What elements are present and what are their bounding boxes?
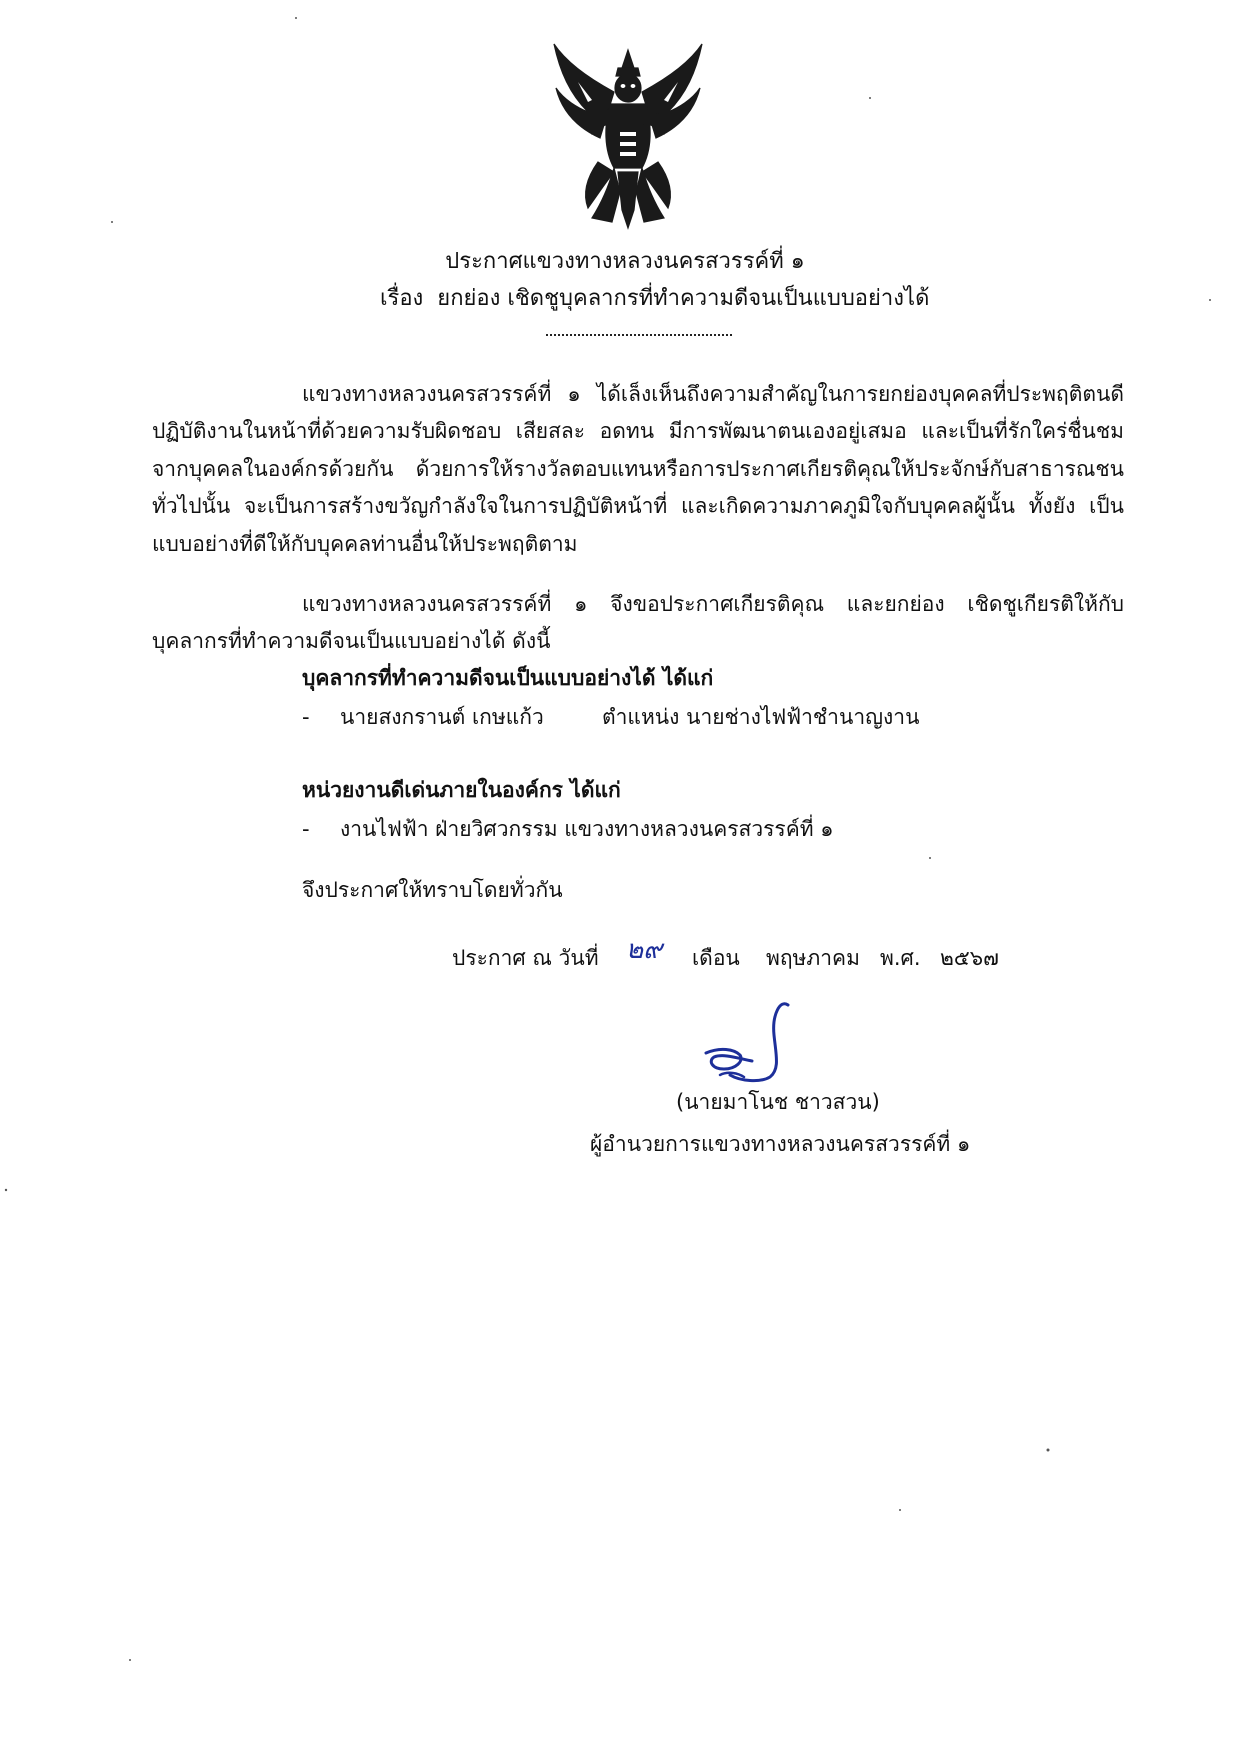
paragraph-intro: แขวงทางหลวงนครสวรรค์ที่ ๑ ได้เล็งเห็นถึงความสำคัญในการยกย่องบุคคลที่ประพฤติตนดี ปฏิบัติงานในหน้าที่ด้วยความรับผิดชอบ เสียสละ อดทน มีการพัฒนาตนเองอยู่เสมอ และเป็นที่รักใคร่ชื่นชม จากบุคคลในองค์กรด้วยกัน ด้วยการให้รางวัลตอบแทนหรือการประกาศเกียรติคุณให้ประจักษ์กับสาธารณชน ทั่วไปนั้น จะเป็นการสร้างขวัญกำลังใจในการปฏิบัติหน้าที่ และเกิดความภาคภูมิใจกับบุคคลผู้นั้น ทั้งยัง เป็นแบบอย่างที่ดีให้กับบุคคลท่านอื่นให้ประพฤติตาม	[152, 382, 1124, 556]
date-month-label: เดือน	[692, 946, 740, 970]
date-day-handwritten: ๒๙	[626, 935, 663, 965]
personnel-name: นายสงกรานต์ เกษแก้ว	[340, 705, 544, 729]
date-prefix: ประกาศ ณ วันที่	[452, 946, 599, 970]
paragraph-announcement: แขวงทางหลวงนครสวรรค์ที่ ๑ จึงขอประกาศเกียรติคุณ และยกย่อง เชิดชูเกียรติให้กับ บุคลากรที่ทำความดีจนเป็นแบบอย่างได้ ดังนี้	[152, 592, 1124, 654]
date-month: พฤษภาคม	[766, 946, 860, 970]
unit-heading: หน่วยงานดีเด่นภายในองค์กร ได้แก่	[302, 778, 621, 802]
signatory-name: (นายมาโนช ชาวสวน)	[676, 1090, 880, 1114]
date-year-label: พ.ศ.	[880, 946, 921, 970]
announcement-title: ประกาศแขวงทางหลวงนครสวรรค์ที่ ๑	[445, 249, 805, 274]
unit-bullet: -	[302, 817, 310, 841]
signatory-title: ผู้อำนวยการแขวงทางหลวงนครสวรรค์ที่ ๑	[590, 1132, 971, 1156]
subject-text: ยกย่อง เชิดชูบุคลากรที่ทำความดีจนเป็นแบบอย่างได้	[437, 286, 930, 311]
personnel-position: ตำแหน่ง นายช่างไฟฟ้าชำนาญงาน	[602, 705, 920, 729]
closing-statement: จึงประกาศให้ทราบโดยทั่วกัน	[302, 878, 563, 902]
unit-text: งานไฟฟ้า ฝ่ายวิศวกรรม แขวงทางหลวงนครสวรรค์ที่ ๑	[340, 817, 834, 841]
personnel-heading: บุคลากรที่ทำความดีจนเป็นแบบอย่างได้ ได้แก่	[302, 666, 714, 690]
personnel-bullet: -	[302, 705, 310, 729]
date-year: ๒๕๖๗	[940, 946, 999, 970]
subject-label: เรื่อง	[380, 286, 424, 311]
